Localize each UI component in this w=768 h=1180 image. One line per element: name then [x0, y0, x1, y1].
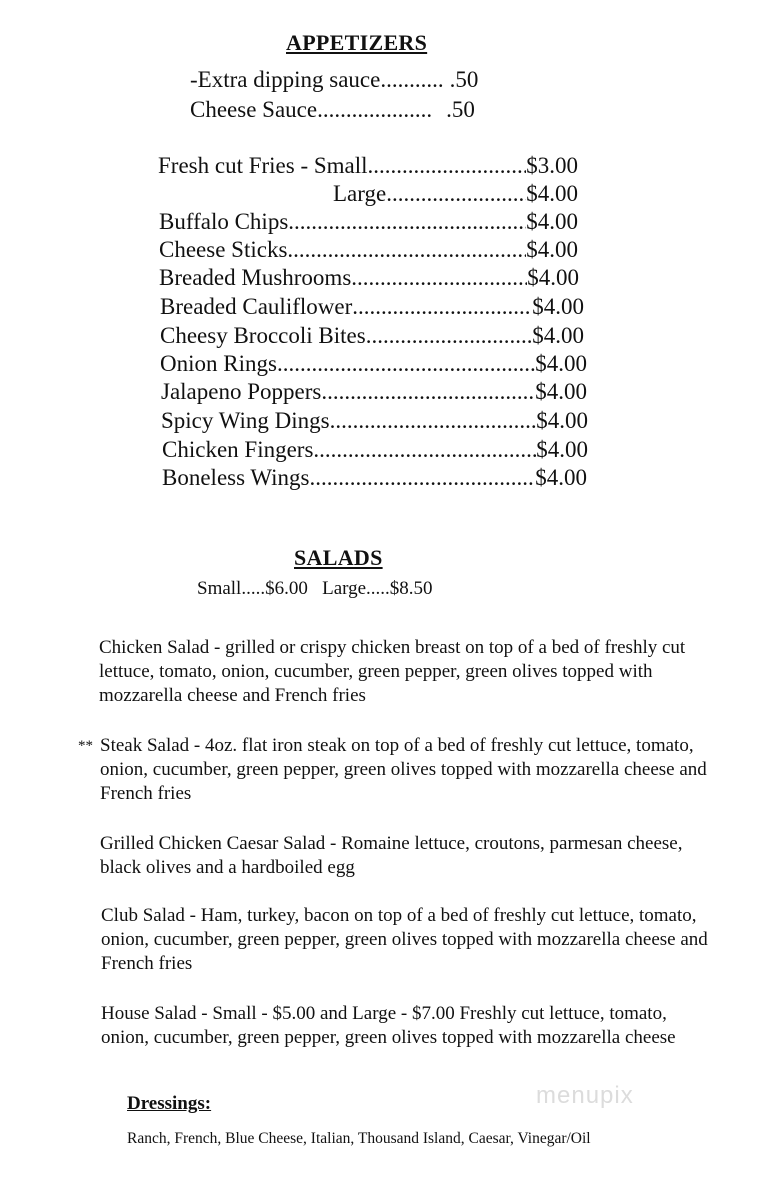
item-price: $4.00 — [536, 408, 588, 433]
item-name: Breaded Cauliflower — [160, 294, 353, 319]
leader-dots — [288, 208, 526, 236]
salad-item: Chicken Salad - grilled or crispy chicken breast on top of a bed of freshly cut lettuce, tomato, onion, cucumber, green pepper, green olives topped with mozzarella cheese and French fries — [99, 637, 686, 706]
appetizers-heading: APPETIZERS — [286, 30, 428, 55]
item-price: $4.00 — [526, 237, 578, 262]
sauce-price: .50 — [446, 97, 475, 122]
sauce-dots: .................... — [317, 97, 433, 122]
sauce-name: -Extra dipping sauce — [190, 67, 381, 92]
dressings-heading: Dressings: — [127, 1093, 212, 1114]
item-name: Onion Rings — [160, 351, 277, 376]
menu-item — [159, 208, 578, 236]
salad-item: Steak Salad - 4oz. flat iron steak on top of a bed of freshly cut lettuce, tomato, onion, cucumber, green pepper, green olives topped with mozzarella cheese and French fries — [100, 735, 707, 804]
item-price: $4.00 — [527, 265, 579, 290]
salad-sizes: Small.....$6.00 Large.....$8.50 — [197, 578, 433, 599]
sauce-price: .50 — [449, 67, 479, 92]
leader-dots — [366, 322, 533, 350]
salad-marker: ** — [78, 738, 93, 754]
item-price: $4.00 — [535, 465, 587, 490]
menu-item — [162, 436, 588, 464]
item-price: $4.00 — [535, 379, 587, 404]
leader-dots — [386, 180, 526, 208]
leader-dots — [287, 236, 526, 264]
item-name: Cheese Sticks — [159, 237, 288, 262]
item-price: $4.00 — [535, 351, 587, 376]
item-name: Jalapeno Poppers — [161, 379, 322, 404]
salads-heading: SALADS — [294, 545, 383, 570]
sauce-extra-dipping — [190, 66, 478, 94]
leader-dots — [368, 152, 527, 180]
menu-item — [159, 236, 578, 264]
menu-item — [333, 180, 578, 208]
leader-dots — [310, 464, 536, 492]
salad-item: House Salad - Small - $5.00 and Large - $7.00 Freshly cut lettuce, tomato, onion, cucumber, green pepper, green olives topped with mozzarella cheese — [101, 1003, 676, 1048]
menu-item — [158, 152, 578, 180]
menu-item — [160, 293, 584, 321]
menu-item — [159, 264, 579, 292]
item-price: $4.00 — [526, 181, 578, 206]
leader-dots — [313, 436, 536, 464]
sauce-dots: ........... — [380, 67, 444, 92]
item-name: Spicy Wing Dings — [161, 408, 330, 433]
item-name: Boneless Wings — [162, 465, 310, 490]
item-name: Fresh cut Fries - Small — [158, 153, 368, 178]
menu-item — [161, 378, 587, 406]
item-name: Large — [333, 181, 387, 206]
salad-item: Club Salad - Ham, turkey, bacon on top of a bed of freshly cut lettuce, tomato, onion, cucumber, green pepper, green olives topped with mozzarella cheese and French fries — [101, 905, 708, 974]
item-price: $4.00 — [526, 209, 578, 234]
item-name: Chicken Fingers — [162, 437, 314, 462]
menu-item — [160, 350, 587, 378]
item-name: Buffalo Chips — [159, 209, 289, 234]
item-price: $4.00 — [536, 437, 588, 462]
item-name: Breaded Mushrooms — [159, 265, 352, 290]
salad-item: Grilled Chicken Caesar Salad - Romaine lettuce, croutons, parmesan cheese, black olives and a hardboiled egg — [100, 833, 683, 878]
sauce-cheese — [190, 96, 475, 124]
item-name: Cheesy Broccoli Bites — [160, 323, 366, 348]
item-price: $4.00 — [532, 294, 584, 319]
leader-dots — [330, 407, 537, 435]
item-price: $3.00 — [526, 153, 578, 178]
item-price: $4.00 — [532, 323, 584, 348]
leader-dots — [321, 378, 535, 406]
menu-item — [162, 464, 587, 492]
menu-item — [161, 407, 588, 435]
leader-dots — [277, 350, 535, 378]
menupix-watermark: menupix — [536, 1082, 634, 1109]
menu-item — [160, 322, 584, 350]
leader-dots — [352, 293, 532, 321]
sauce-name: Cheese Sauce — [190, 97, 318, 122]
leader-dots — [351, 264, 527, 292]
dressings-list: Ranch, French, Blue Cheese, Italian, Thousand Island, Caesar, Vinegar/Oil — [127, 1130, 591, 1147]
